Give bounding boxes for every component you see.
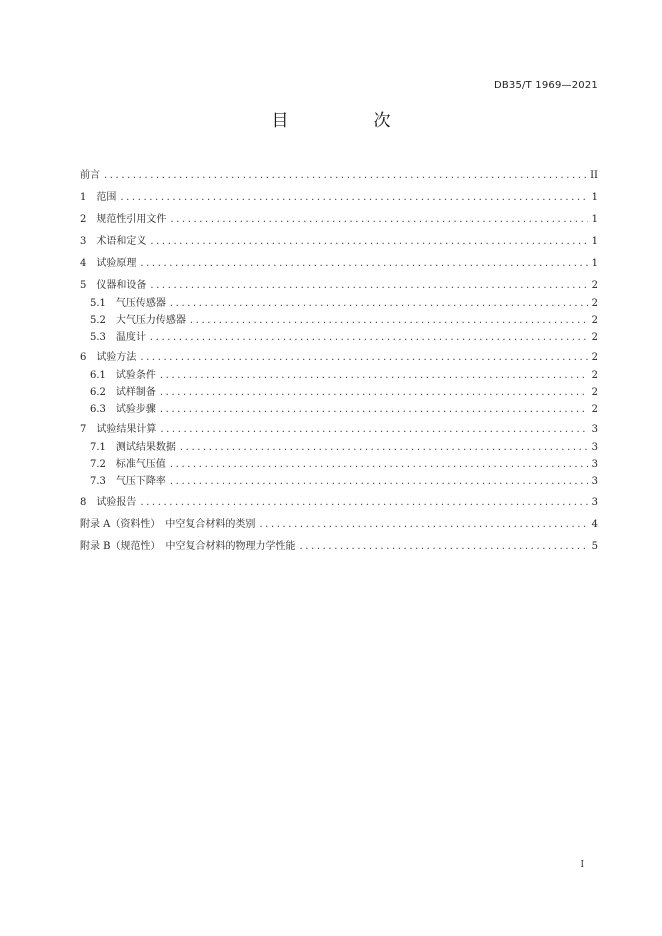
toc-entry-page: 2 xyxy=(591,332,598,343)
toc-entry-label: 6.1 试验条件 xyxy=(90,370,156,381)
toc-entry[interactable] xyxy=(80,370,598,382)
toc-entry-label: 5 仪器和设备 xyxy=(80,280,147,291)
toc-entry-label: 6 试验方法 xyxy=(80,352,137,363)
toc-leader-dots xyxy=(140,258,587,270)
toc-entry-label: 5.3 温度计 xyxy=(90,332,146,343)
document-code: DB35/T 1969—2021 xyxy=(493,80,598,91)
toc-entry[interactable] xyxy=(80,476,598,488)
toc-entry-page: 3 xyxy=(591,459,598,470)
toc-entry-page: 2 xyxy=(591,404,598,415)
page-number: I xyxy=(580,860,584,870)
toc-entry[interactable] xyxy=(80,352,598,364)
toc-entry-label: 4 试验原理 xyxy=(80,258,137,269)
toc-entry-label: 7.1 测试结果数据 xyxy=(90,442,176,453)
toc-entry[interactable] xyxy=(80,192,598,204)
toc-entry[interactable] xyxy=(80,170,598,182)
toc-entry[interactable] xyxy=(80,459,598,471)
toc-entry-label: 7.2 标准气压值 xyxy=(90,459,166,470)
toc-entry-page: 2 xyxy=(591,352,598,363)
toc-entry-page: 1 xyxy=(591,192,598,203)
toc-leader-dots xyxy=(170,459,588,471)
toc-leader-dots xyxy=(104,170,586,182)
toc-entry[interactable] xyxy=(80,258,598,270)
toc-leader-dots xyxy=(160,370,588,382)
toc-entry-page: 4 xyxy=(591,519,598,530)
toc-entry[interactable] xyxy=(80,541,598,553)
toc-leader-dots xyxy=(190,315,588,327)
toc-entry[interactable] xyxy=(80,497,598,509)
toc-entry-label: 3 术语和定义 xyxy=(80,236,147,247)
toc-entry[interactable] xyxy=(80,280,598,292)
toc-entry[interactable] xyxy=(80,214,598,226)
toc-entry-label: 前言 xyxy=(80,170,100,181)
toc-leader-dots xyxy=(170,476,588,488)
toc-entry-page: 3 xyxy=(591,424,598,435)
toc-entry-label: 1 范围 xyxy=(80,192,117,203)
toc-entry-page: 3 xyxy=(591,497,598,508)
toc-entry[interactable] xyxy=(80,442,598,454)
toc-leader-dots xyxy=(170,214,587,226)
toc-entry-page: 2 xyxy=(591,370,598,381)
toc-leader-dots xyxy=(120,192,587,204)
toc-entry-label: 7.3 气压下降率 xyxy=(90,476,166,487)
toc-entry[interactable] xyxy=(80,387,598,399)
toc-entry[interactable] xyxy=(80,315,598,327)
toc-entry-page: 2 xyxy=(591,387,598,398)
toc-entry-label: 5.1 气压传感器 xyxy=(90,298,166,309)
toc-entry-page: 1 xyxy=(591,236,598,247)
toc-leader-dots xyxy=(140,497,587,509)
toc-entry[interactable] xyxy=(80,332,598,344)
toc-entry[interactable] xyxy=(80,519,598,531)
toc-entry-label: 6.2 试样制备 xyxy=(90,387,156,398)
toc-leader-dots xyxy=(259,519,587,531)
toc-entry[interactable] xyxy=(80,424,598,436)
toc-entry-page: 2 xyxy=(591,315,598,326)
toc-entry-label: 8 试验报告 xyxy=(80,497,137,508)
toc-entry[interactable] xyxy=(80,404,598,416)
toc-entry-label: 附录 B（规范性） 中空复合材料的物理力学性能 xyxy=(80,541,296,552)
toc-leader-dots xyxy=(160,387,588,399)
toc-entry-label: 附录 A（资料性） 中空复合材料的类别 xyxy=(80,519,256,530)
toc-entry-page: 2 xyxy=(591,280,598,291)
toc-entry[interactable] xyxy=(80,298,598,310)
toc-entry-page: 3 xyxy=(591,476,598,487)
toc-entry-label: 5.2 大气压力传感器 xyxy=(90,315,186,326)
toc-entry-label: 7 试验结果计算 xyxy=(80,424,157,435)
toc-leader-dots xyxy=(140,352,587,364)
toc-leader-dots xyxy=(160,424,587,436)
toc-entry-page: 1 xyxy=(591,214,598,225)
toc-leader-dots xyxy=(150,236,587,248)
toc-leader-dots xyxy=(150,280,587,292)
toc-entry-page: II xyxy=(590,170,598,181)
toc-entry-page: 1 xyxy=(591,258,598,269)
toc-entry-page: 3 xyxy=(591,442,598,453)
toc-leader-dots xyxy=(180,442,588,454)
page-title: 目 次 xyxy=(271,111,425,131)
toc-entry[interactable] xyxy=(80,236,598,248)
toc-entry-page: 5 xyxy=(591,541,598,552)
toc-leader-dots xyxy=(150,332,588,344)
toc-leader-dots xyxy=(300,541,588,553)
toc-entry-page: 2 xyxy=(591,298,598,309)
toc-leader-dots xyxy=(170,298,588,310)
toc-entry-label: 6.3 试验步骤 xyxy=(90,404,156,415)
toc-leader-dots xyxy=(160,404,588,416)
toc-entry-label: 2 规范性引用文件 xyxy=(80,214,167,225)
